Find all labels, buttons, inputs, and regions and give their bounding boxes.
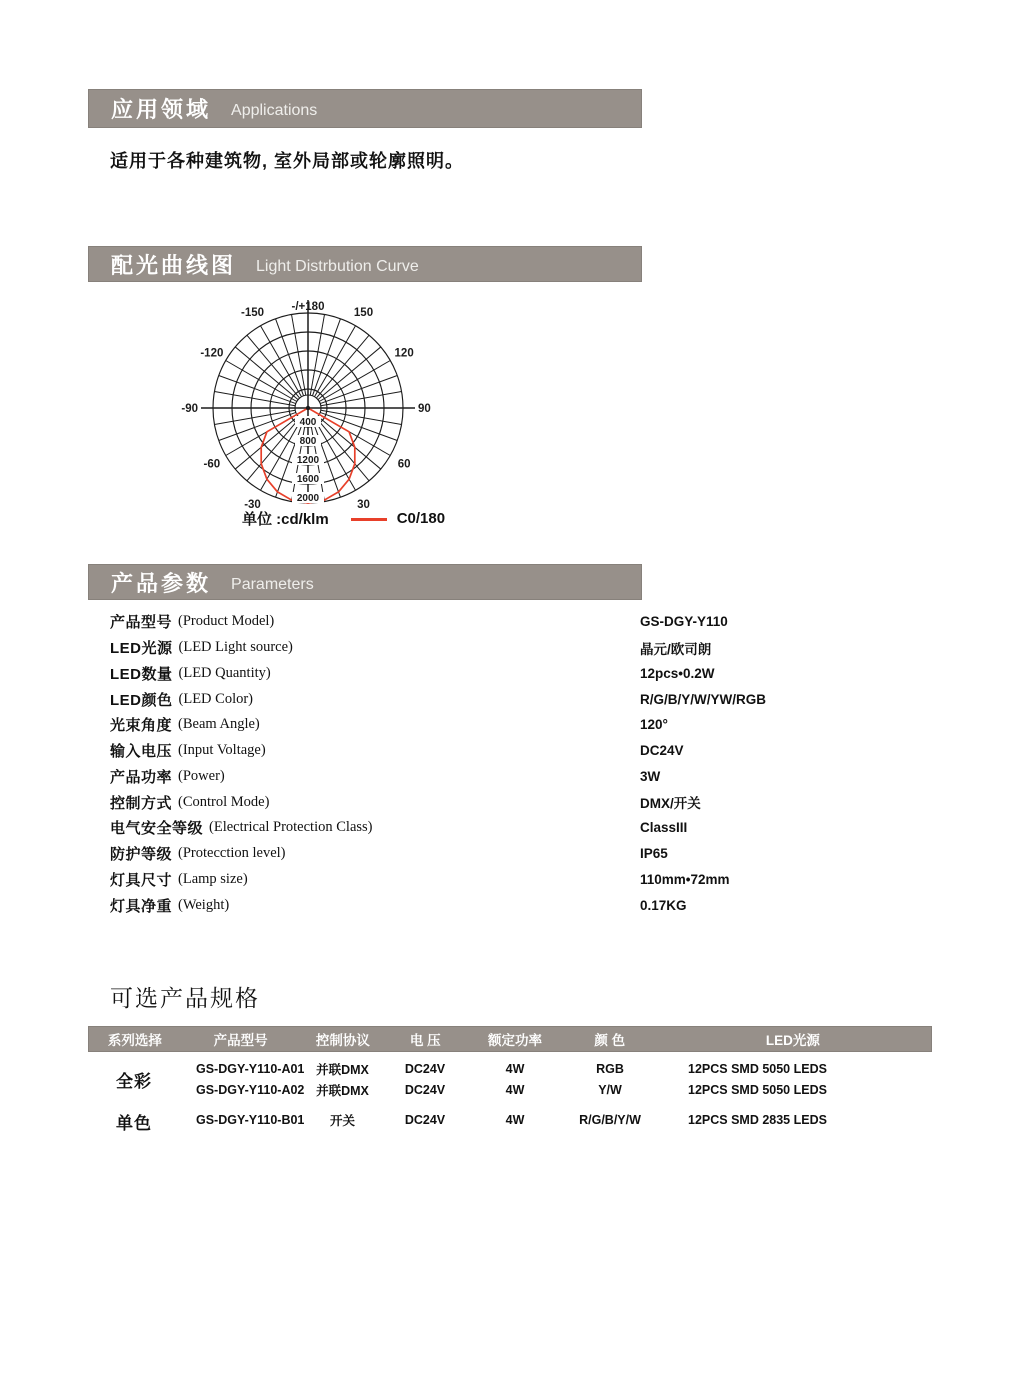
parameter-value: 3W bbox=[640, 768, 661, 784]
svg-text:800: 800 bbox=[299, 436, 317, 447]
parameter-label-zh: 产品功率 bbox=[110, 768, 173, 786]
light-distribution-chart bbox=[178, 294, 446, 520]
parameter-value: IP65 bbox=[640, 846, 668, 862]
applications-section-header bbox=[88, 89, 642, 128]
parameter-label-zh: 光束角度 bbox=[110, 717, 173, 735]
svg-text:90: 90 bbox=[418, 403, 431, 415]
parameter-row-11 bbox=[110, 892, 950, 918]
svg-text:150: 150 bbox=[353, 306, 374, 319]
svg-text:-/+180: -/+180 bbox=[291, 301, 325, 313]
parameter-label-en: (Electrical Protection Class) bbox=[209, 819, 373, 836]
spec-row bbox=[180, 1079, 932, 1100]
parameter-label-zh: LED颜色 bbox=[110, 691, 173, 709]
parameter-label-zh: 电气安全等级 bbox=[110, 820, 204, 838]
spec-col-header-0: 系列选择 bbox=[107, 1033, 162, 1048]
spec-table-body bbox=[88, 1058, 932, 1134]
svg-text:-60: -60 bbox=[203, 458, 221, 471]
parameter-label-en: (LED Color) bbox=[178, 690, 254, 707]
spec-group-1 bbox=[88, 1109, 932, 1134]
curve-section-header bbox=[88, 246, 642, 282]
parameter-label-zh: 防护等级 bbox=[110, 846, 173, 864]
parameter-row-0 bbox=[110, 609, 950, 635]
spec-cell: 12PCS SMD 5050 LEDS bbox=[688, 1082, 827, 1097]
polar-chart-svg bbox=[178, 294, 446, 520]
parameter-value: GS-DGY-Y110 bbox=[640, 614, 728, 630]
parameter-label-zh: 产品型号 bbox=[110, 614, 173, 632]
legend-series-label: C0/180 bbox=[396, 510, 446, 527]
spec-cell: R/G/B/Y/W bbox=[579, 1112, 641, 1127]
spec-cell: 开关 bbox=[329, 1113, 355, 1128]
parameter-value: 120° bbox=[640, 717, 668, 733]
chart-unit-label: 单位 :cd/klm bbox=[242, 511, 329, 528]
parameters-list bbox=[110, 609, 950, 918]
applications-body-text: 适用于各种建筑物, 室外局部或轮廓照明。 bbox=[110, 151, 465, 171]
applications-title-en: Applications bbox=[231, 102, 318, 119]
parameter-label-en: (LED Light source) bbox=[178, 639, 293, 656]
parameter-label-en: (Input Voltage) bbox=[178, 742, 266, 759]
parameter-row-10 bbox=[110, 867, 950, 893]
spec-cell: GS-DGY-Y110-A01 bbox=[196, 1061, 305, 1076]
svg-text:-150: -150 bbox=[240, 306, 265, 319]
parameter-value: ClassIII bbox=[640, 820, 688, 836]
spec-cell: DC24V bbox=[404, 1061, 446, 1076]
parameters-title-en: Parameters bbox=[231, 575, 314, 593]
svg-text:120: 120 bbox=[394, 347, 414, 360]
chart-legend bbox=[242, 508, 445, 529]
spec-col-header-2: 控制协议 bbox=[315, 1033, 370, 1048]
legend-line-icon bbox=[351, 518, 387, 521]
spec-row bbox=[180, 1109, 932, 1130]
svg-text:2000: 2000 bbox=[296, 493, 320, 504]
parameter-label-zh: 输入电压 bbox=[110, 743, 173, 761]
spec-cell: 并联DMX bbox=[316, 1062, 369, 1077]
spec-series-label: 单色 bbox=[116, 1114, 152, 1133]
parameter-label-en: (Protecction level) bbox=[178, 845, 286, 862]
spec-series-label: 全彩 bbox=[116, 1071, 152, 1091]
parameters-section-header bbox=[88, 564, 642, 600]
parameter-label-zh: 灯具尺寸 bbox=[110, 871, 173, 889]
parameter-value: 110mm•72mm bbox=[640, 871, 730, 887]
svg-text:60: 60 bbox=[397, 458, 411, 471]
parameter-row-7 bbox=[110, 789, 950, 815]
parameter-row-8 bbox=[110, 815, 950, 841]
parameter-label-en: (LED Quantity) bbox=[178, 664, 271, 681]
spec-cell: 12PCS SMD 2835 LEDS bbox=[688, 1112, 827, 1127]
parameter-label-en: (Power) bbox=[178, 767, 225, 784]
spec-cell: Y/W bbox=[598, 1082, 622, 1097]
parameter-value: 0.17KG bbox=[640, 897, 687, 913]
spec-col-header-1: 产品型号 bbox=[213, 1033, 268, 1048]
parameter-row-6 bbox=[110, 764, 950, 790]
parameter-label-en: (Beam Angle) bbox=[178, 716, 260, 733]
svg-text:400: 400 bbox=[299, 417, 317, 428]
applications-title-zh: 应用领域 bbox=[111, 97, 212, 122]
spec-col-header-5: 颜 色 bbox=[594, 1033, 626, 1048]
spec-group-rows bbox=[180, 1058, 932, 1100]
spec-cell: 4W bbox=[505, 1061, 525, 1076]
parameter-label-zh: LED数量 bbox=[110, 665, 173, 683]
parameter-row-1 bbox=[110, 635, 950, 661]
spec-cell: 12PCS SMD 5050 LEDS bbox=[688, 1061, 827, 1076]
parameter-value: DMX/开关 bbox=[640, 796, 701, 812]
spec-group-rows bbox=[180, 1109, 932, 1134]
spec-col-header-6: LED光源 bbox=[765, 1033, 820, 1048]
spec-cell: 4W bbox=[505, 1112, 525, 1127]
spec-cell: 并联DMX bbox=[316, 1083, 369, 1098]
svg-text:-90: -90 bbox=[181, 403, 198, 415]
svg-text:-30: -30 bbox=[244, 499, 261, 512]
parameter-label-zh: 灯具净重 bbox=[110, 897, 173, 915]
parameter-value: R/G/B/Y/W/YW/RGB bbox=[640, 691, 766, 707]
svg-text:1600: 1600 bbox=[296, 474, 320, 485]
parameter-value: DC24V bbox=[640, 743, 684, 759]
spec-cell: GS-DGY-Y110-B01 bbox=[196, 1112, 305, 1127]
parameter-label-zh: 控制方式 bbox=[110, 794, 173, 812]
spec-cell: DC24V bbox=[404, 1082, 446, 1097]
svg-text:1200: 1200 bbox=[296, 455, 320, 466]
spec-table-title: 可选产品规格 bbox=[110, 985, 260, 1011]
parameter-row-4 bbox=[110, 712, 950, 738]
parameter-value: 晶元/欧司朗 bbox=[640, 641, 712, 657]
parameter-label-zh: LED光源 bbox=[110, 640, 173, 658]
parameter-row-2 bbox=[110, 661, 950, 687]
parameter-row-9 bbox=[110, 841, 950, 867]
spec-col-header-4: 额定功率 bbox=[487, 1033, 542, 1048]
parameter-label-en: (Product Model) bbox=[178, 613, 275, 630]
spec-col-header-3: 电 压 bbox=[409, 1033, 441, 1048]
parameter-row-5 bbox=[110, 738, 950, 764]
parameter-label-en: (Weight) bbox=[178, 896, 230, 913]
spec-cell: DC24V bbox=[404, 1112, 446, 1127]
spec-cell: GS-DGY-Y110-A02 bbox=[196, 1082, 305, 1097]
svg-text:30: 30 bbox=[357, 499, 370, 512]
svg-text:-120: -120 bbox=[200, 347, 224, 360]
spec-table-header-row bbox=[88, 1026, 932, 1052]
curve-title-zh: 配光曲线图 bbox=[111, 252, 237, 278]
parameter-label-en: (Lamp size) bbox=[178, 870, 248, 887]
spec-cell: RGB bbox=[596, 1061, 624, 1076]
parameters-title-zh: 产品参数 bbox=[111, 570, 212, 596]
spec-cell: 4W bbox=[505, 1082, 525, 1097]
parameter-value: 12pcs•0.2W bbox=[640, 665, 715, 681]
parameter-label-en: (Control Mode) bbox=[178, 793, 270, 810]
curve-title-en: Light Distrbution Curve bbox=[256, 257, 419, 275]
spec-group-0 bbox=[88, 1058, 932, 1100]
parameter-row-3 bbox=[110, 686, 950, 712]
spec-row bbox=[180, 1058, 932, 1079]
